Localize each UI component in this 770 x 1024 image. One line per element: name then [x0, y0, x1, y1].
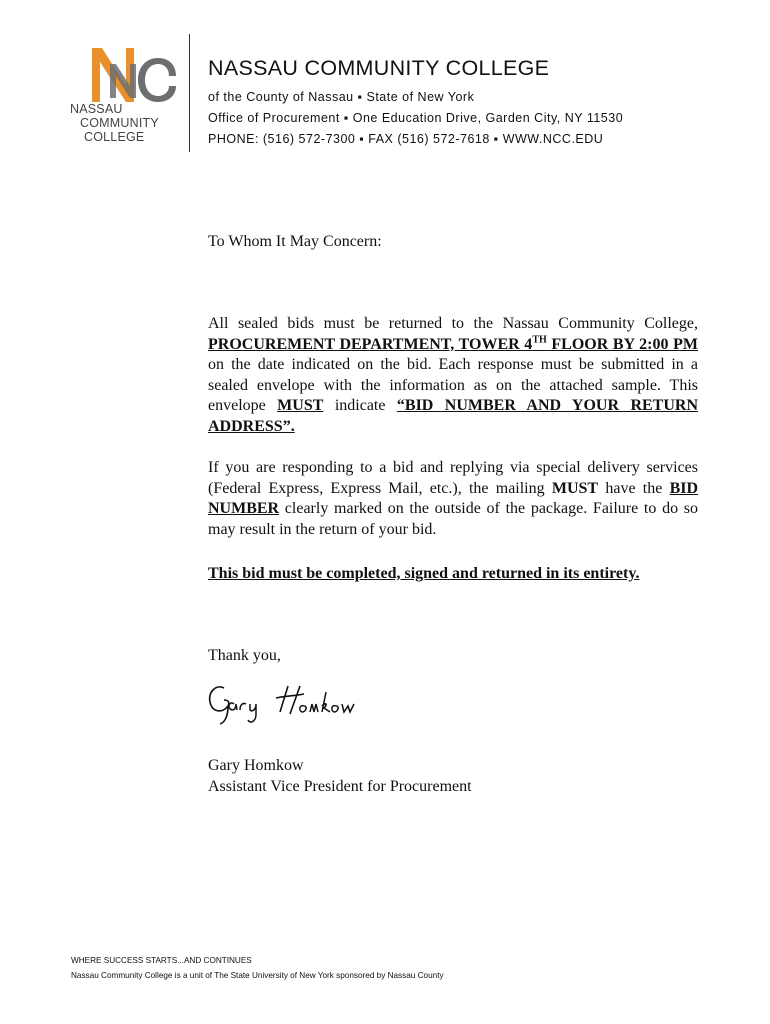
text-run: All sealed bids must be returned to the Nassau Community College,	[208, 315, 698, 332]
must-emphasis: MUST	[277, 397, 324, 414]
college-logo	[70, 42, 182, 152]
text-run: on the date indicated on the bid. Each response must be submitted in a sealed envelope with the information as on the attached sample. This envelope	[208, 356, 698, 414]
bid-number-emphasis: “BID NUMBER AND YOUR RETURN ADDRESS”.	[208, 397, 698, 435]
page-footer	[71, 953, 444, 983]
paragraph-bid-return	[208, 314, 698, 437]
bid-number-emphasis: BID NUMBER	[208, 479, 699, 517]
paragraph-delivery	[208, 458, 698, 540]
completion-notice: This bid must be completed, signed and returned in its entirety.	[208, 565, 640, 582]
closing: Thank you,	[208, 647, 281, 664]
signer-name: Gary Homkow	[208, 757, 304, 774]
logo-text-line: COMMUNITY	[80, 116, 159, 130]
ncc-monogram-icon	[70, 42, 182, 108]
letterhead-line: PHONE: (516) 572-7300 ▪ FAX (516) 572-7618 ▪ WWW.NCC.EDU	[208, 132, 604, 146]
text-run: have the	[598, 479, 670, 497]
superscript: TH	[532, 334, 547, 346]
signer-title: Assistant Vice President for Procurement	[208, 777, 472, 795]
letter-body	[208, 232, 699, 795]
text-run: clearly marked on the outside of the package. Failure to do so may result in the return of your bid.	[208, 500, 698, 538]
logo-text-line: COLLEGE	[84, 130, 145, 144]
letterhead-line: of the County of Nassau ▪ State of New York	[208, 90, 475, 104]
college-name: NASSAU COMMUNITY COLLEGE	[208, 56, 550, 80]
text-run: indicate	[323, 397, 397, 414]
letterhead-line: Office of Procurement ▪ One Education Drive, Garden City, NY 11530	[208, 111, 624, 125]
header-divider	[189, 34, 190, 152]
signer-block	[208, 756, 472, 797]
text-run: PROCUREMENT DEPARTMENT, TOWER 4	[208, 335, 533, 353]
letterhead	[208, 56, 623, 150]
text-run: FLOOR BY 2:00 PM	[546, 335, 698, 353]
procurement-location	[208, 336, 698, 353]
logo-text-line: NASSAU	[70, 102, 123, 116]
salutation: To Whom It May Concern:	[208, 233, 382, 250]
footer-tagline: WHERE SUCCESS STARTS...AND CONTINUES	[71, 956, 252, 965]
handwritten-signature	[204, 678, 384, 735]
footer-note: Nassau Community College is a unit of The State University of New York sponsored by Nassau County	[71, 971, 444, 980]
must-emphasis: MUST	[551, 479, 599, 497]
text-run: If you are responding to a bid and replying via special delivery services (Federal Express, Express Mail, etc.), the mailing	[208, 459, 698, 497]
